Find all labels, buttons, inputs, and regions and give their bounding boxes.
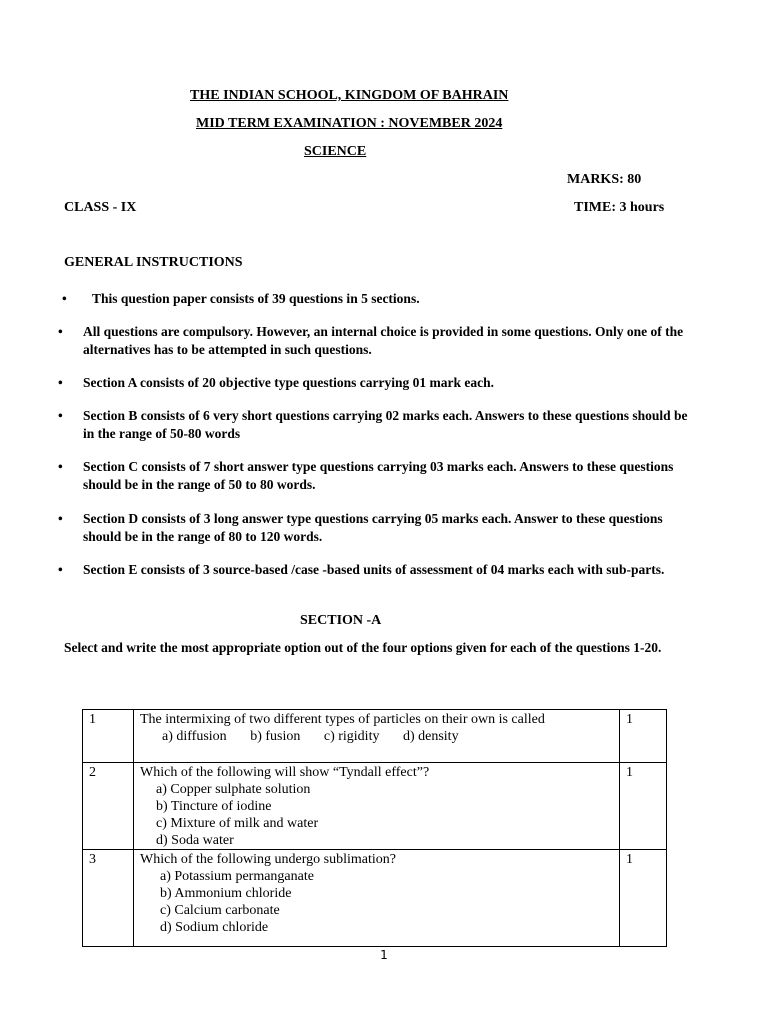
question-text: Which of the following undergo sublimation? — [140, 852, 396, 867]
question-marks: 1 — [620, 850, 667, 947]
class-label: CLASS - IX — [64, 200, 137, 215]
option: d) density — [402, 729, 459, 744]
total-marks: MARKS: 80 — [567, 172, 642, 187]
bullet-icon: • — [58, 511, 63, 526]
school-name: THE INDIAN SCHOOL, KINGDOM OF BAHRAIN — [190, 88, 509, 103]
option: a) Potassium permanganate — [160, 869, 314, 884]
bullet-icon: • — [62, 291, 67, 306]
option: b) Tincture of iodine — [156, 799, 272, 814]
question-text: Which of the following will show “Tyndall effect”? — [140, 765, 430, 780]
bullet-icon: • — [58, 562, 63, 577]
question-body — [134, 850, 620, 947]
question-number: 2 — [83, 763, 134, 850]
instructions-title: GENERAL INSTRUCTIONS — [64, 255, 243, 270]
bullet-icon: • — [58, 408, 63, 423]
option: d) Soda water — [156, 833, 234, 848]
bullet-icon: • — [58, 459, 63, 474]
question-number: 3 — [83, 850, 134, 947]
questions-table — [82, 709, 667, 947]
question-marks: 1 — [620, 710, 667, 763]
option: a) Copper sulphate solution — [156, 782, 311, 797]
option: b) fusion — [250, 729, 301, 744]
exam-page: THE INDIAN SCHOOL, KINGDOM OF BAHRAIN MID TERM EXAMINATION : NOVEMBER 2024 SCIENCE MARKS: 80 CLASS - IX TIME: 3 hours GENERAL INSTRUCTIONS • This question paper consists of 39 questions in 5 sections. • All questions are compulsory. However, an internal choice is provided in some questions. Only one of the alternatives has to be attempted in such questions. • Section A consists of 20 objective type questions carrying 01 mark each. • Section B consists of 6 very short questions carrying 02 marks each. Answers to these questions should be in the range of 50-80 words • Section C consists of 7 short answer type questions carrying 03 marks each. Answers to these questions should be in the range of 50 to 80 words. • Section D consists of 3 long answer type questions carrying 05 marks each. Answer to these questions should be in the range of 80 to 120 words. • Section E consists of 3 source-based /case -based units of assessment of 04 marks each with sub-parts. SECTION -A Select and write the most appropriate option out of the four options given for each of the questions 1-20. 1 The intermixing of two different types of particles on their own is called a) diffusion b) fusion c) rigidity d) density 1 2 Which of the following will show “Tyndall effect”? a) Copper sulphate solution b) Tincture of iodine c) Mixture of milk and water d) Soda water 1 3 Which of the following undergo sublimation? a) Potassium permanganate b) Ammonium chloride c) Calcium carbonate d) Sodium chloride 1 1 — [0, 0, 768, 1024]
subject-title: SCIENCE — [304, 144, 367, 159]
bullet-icon: • — [58, 375, 63, 390]
question-text: The intermixing of two different types of particles on their own is called — [140, 712, 545, 727]
question-marks: 1 — [620, 763, 667, 850]
page-number: 1 — [380, 948, 388, 962]
option: c) rigidity — [323, 729, 380, 744]
bullet-icon: • — [58, 324, 63, 339]
option: c) Calcium carbonate — [160, 903, 280, 918]
question-number: 1 — [83, 710, 134, 763]
table-row — [83, 850, 667, 947]
question-options — [140, 728, 613, 745]
exam-title: MID TERM EXAMINATION : NOVEMBER 2024 — [196, 116, 503, 131]
section-a-title: SECTION -A — [300, 613, 382, 628]
table-row — [83, 763, 667, 850]
option: b) Ammonium chloride — [160, 886, 292, 901]
question-body — [134, 763, 620, 850]
question-body — [134, 710, 620, 763]
section-a-direction: Select and write the most appropriate option out of the four options given for each of the questions 1-20. — [64, 640, 662, 655]
time-label: TIME: 3 hours — [574, 200, 665, 215]
table-row — [83, 710, 667, 763]
option: d) Sodium chloride — [160, 920, 269, 935]
option: a) diffusion — [162, 729, 227, 744]
option: c) Mixture of milk and water — [156, 816, 319, 831]
